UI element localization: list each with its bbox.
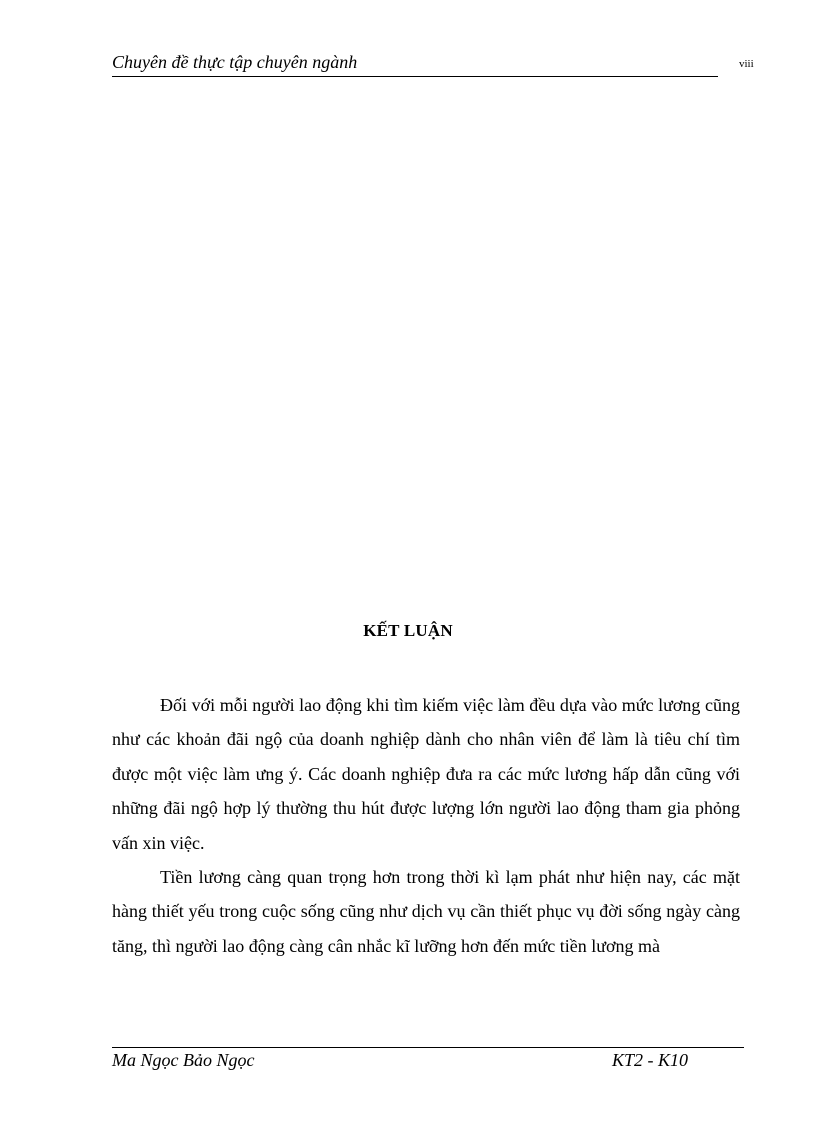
running-header-title: Chuyên đề thực tập chuyên ngành [112,52,358,72]
body-text [112,688,740,963]
footer-class: KT2 - K10 [612,1050,689,1070]
page-number: viii [739,58,754,70]
body-paragraph: Đối với mỗi người lao động khi tìm kiếm việc làm đều dựa vào mức lương cũng như các khoản đãi ngộ của doanh nghiệp dành cho nhân viên để làm là tiêu chí tìm được một việc làm ưng ý. Các doanh nghiệp đưa ra các mức lương hấp dẫn cũng với những đãi ngộ hợp lý thường thu hút được lượng lớn người lao động tham gia phỏng vấn xin việc. [112,695,740,853]
section-title: KẾT LUẬN [363,621,453,640]
body-paragraph: Tiền lương càng quan trọng hơn trong thời kì lạm phát như hiện nay, các mặt hàng thiết yếu trong cuộc sống cũng như dịch vụ cần thiết phục vụ đời sống ngày càng tăng, thì người lao động càng cân nhắc kĩ lưỡng hơn đến mức tiền lương mà [112,867,740,956]
footer-author: Ma Ngọc Bảo Ngọc [112,1050,255,1070]
header-rule [112,76,718,77]
footer-rule [112,1047,744,1048]
